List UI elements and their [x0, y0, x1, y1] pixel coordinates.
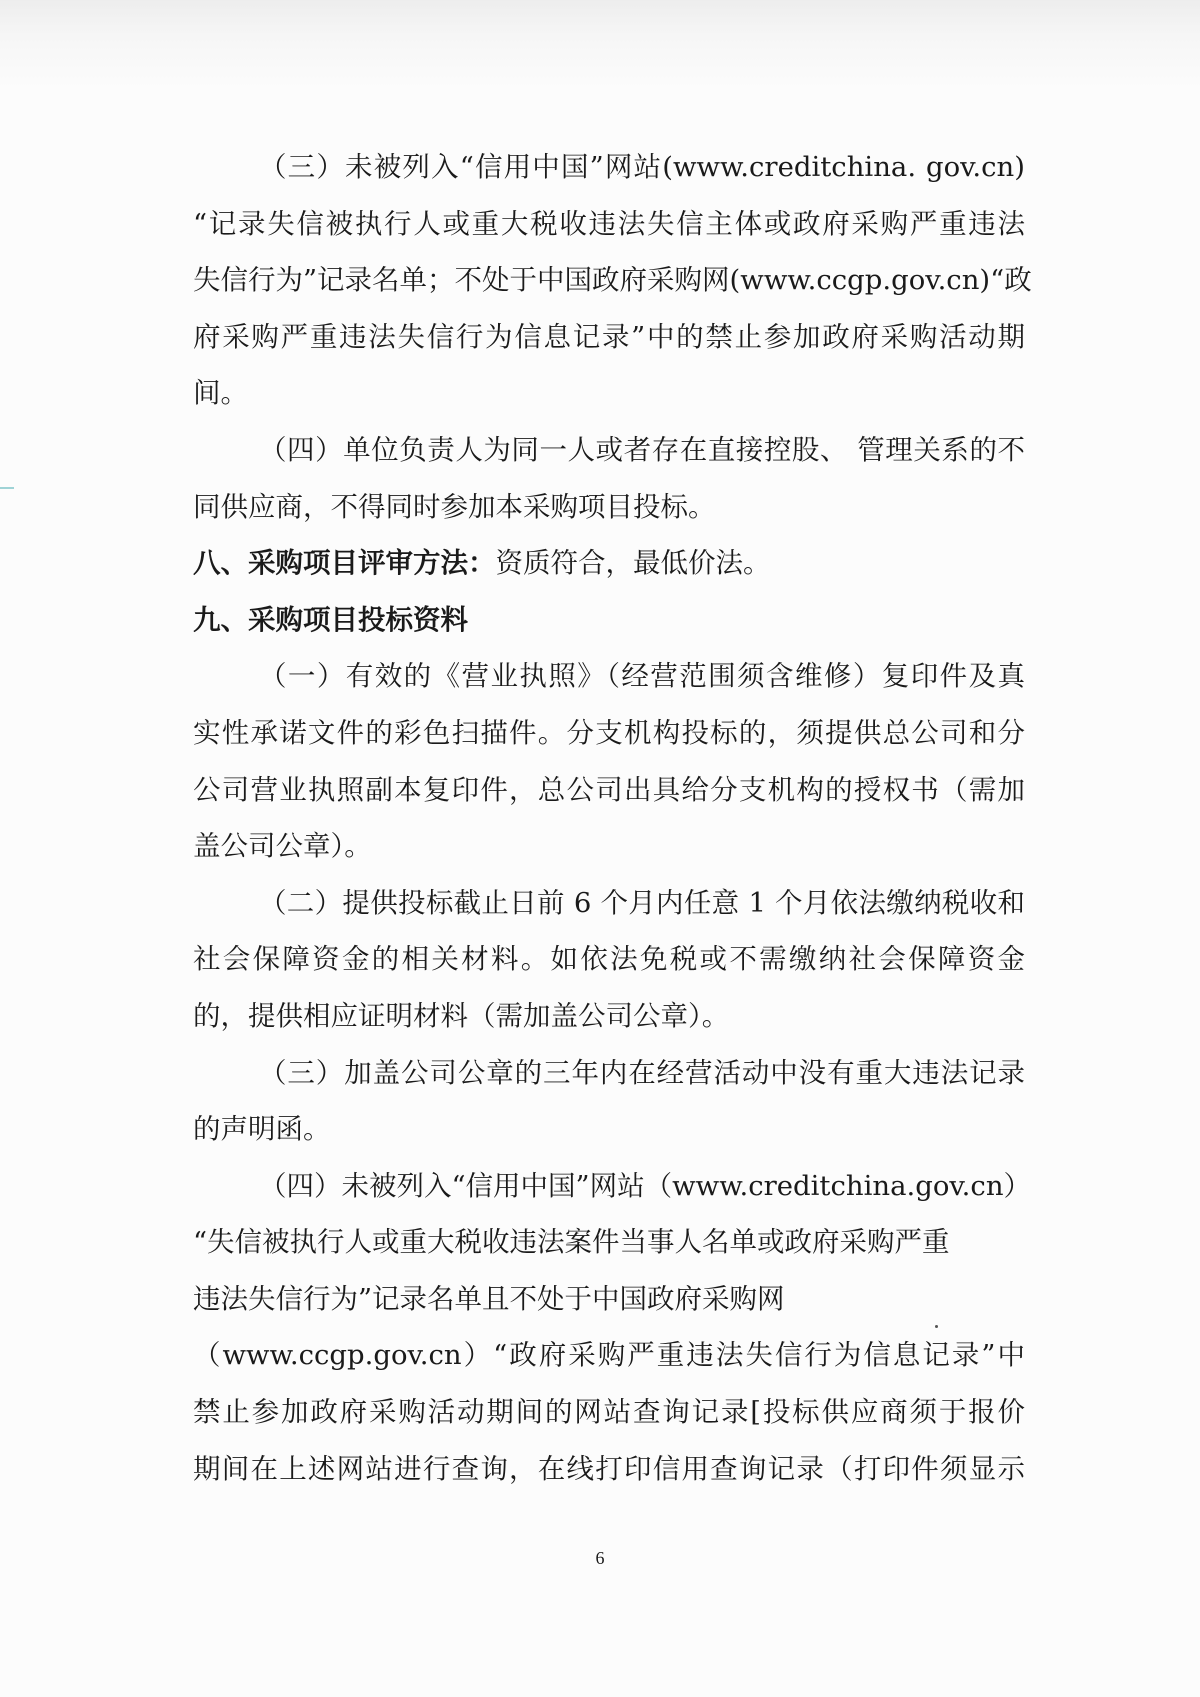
- text-line: 盖公司公章）。: [193, 830, 372, 863]
- text-line: 社会保障资金的相关材料。如依法免税或不需缴纳社会保障资金: [193, 943, 1025, 976]
- section-8-text: 资质符合，最低价法。: [495, 547, 771, 580]
- text-line: 间。: [193, 377, 248, 410]
- text-line: 违法失信行为”记录名单且不处于中国政府采购网: [193, 1282, 785, 1315]
- section-9-heading: 九、采购项目投标资料: [193, 603, 468, 636]
- text-line: “记录失信被执行人或重大税收违法失信主体或政府采购严重违法: [193, 207, 1025, 240]
- section-8-line: [193, 535, 1025, 592]
- text-line: 的声明函。: [193, 1113, 331, 1146]
- document-body: [193, 139, 1032, 1497]
- text-line: 的，提供相应证明材料（需加盖公司公章）。: [193, 999, 730, 1032]
- text-line: 期间在上述网站进行查询，在线打印信用查询记录（打印件须显示: [193, 1452, 1025, 1485]
- page-number: 6: [595, 1548, 605, 1568]
- text-line: 同供应商，不得同时参加本采购项目投标。: [193, 490, 716, 523]
- text-line: （www.ccgp.gov.cn）“政府采购严重违法失信行为信息记录”中: [193, 1339, 1025, 1372]
- scan-shadow: [0, 0, 1200, 90]
- text-line: （四）单位负责人为同一人或者存在直接控股、 管理关系的不: [259, 433, 1025, 466]
- text-line: 失信行为”记录名单；不处于中国政府采购网(www.ccgp.gov.cn)“政: [193, 264, 1032, 297]
- text-line: 府采购严重违法失信行为信息记录”中的禁止参加政府采购活动期: [193, 320, 1025, 353]
- section-8-heading: 八、采购项目评审方法：: [193, 547, 496, 580]
- text-line: （三）加盖公司公章的三年内在经营活动中没有重大违法记录: [259, 1056, 1025, 1089]
- text-line: 禁止参加政府采购活动期间的网站查询记录[投标供应商须于报价: [193, 1396, 1025, 1429]
- text-line: “失信被执行人或重大税收违法案件当事人名单或政府采购严重: [193, 1226, 950, 1259]
- margin-mark: [0, 487, 14, 489]
- text-line: （二）提供投标截止日前 6 个月内任意 1 个月依法缴纳税收和: [259, 886, 1025, 919]
- text-line: 实性承诺文件的彩色扫描件。分支机构投标的，须提供总公司和分: [193, 716, 1025, 749]
- text-line: 公司营业执照副本复印件，总公司出具给分支机构的授权书（需加: [193, 773, 1025, 806]
- text-line: （一）有效的《营业执照》（经营范围须含维修）复印件及真: [259, 660, 1025, 693]
- text-line: （三）未被列入“信用中国”网站(www.creditchina. gov.cn): [259, 151, 1025, 183]
- text-line: （四）未被列入“信用中国”网站（www.creditchina.gov.cn）: [259, 1169, 1032, 1202]
